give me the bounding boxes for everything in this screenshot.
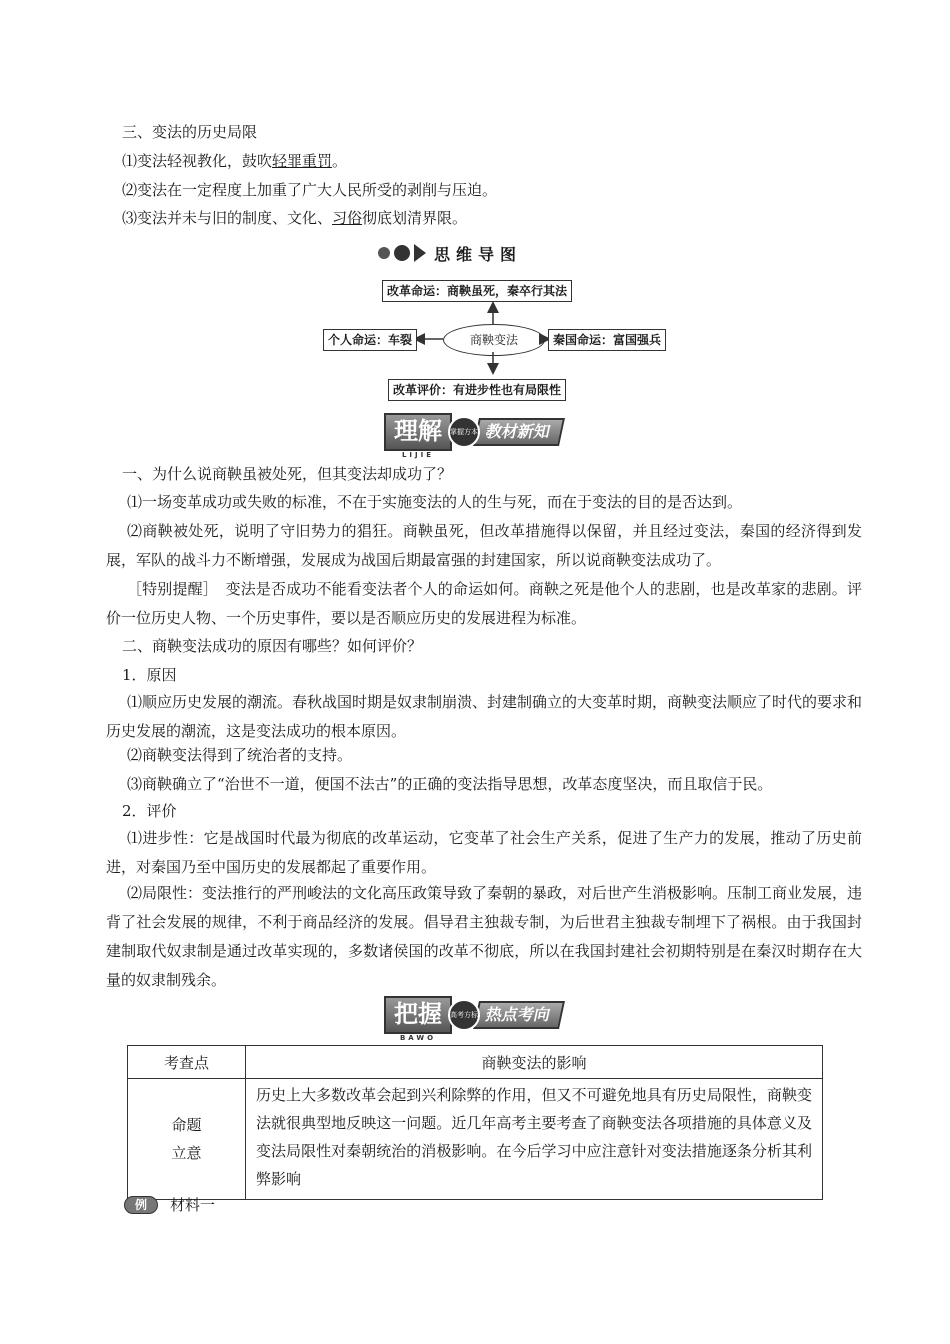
banner-main-text: 把握 [394,1000,442,1028]
subheading: 2．评价 [122,802,177,820]
special-note: ［特别提醒］ 变法是否成功不能看变法者个人的命运如何。商鞅之死是他个人的悲剧，也是改革家的悲剧。评价一位历史人物、一个历史事件，要以是否顺应历史的发展进程为标准。 [106,580,862,627]
paragraph: ⑴顺应历史发展的潮流。春秋战国时期是奴隶制崩溃、封建制确立的大变革时期，商鞅变法顺应了时代的要求和历史发展的潮流，这是变法成功的根本原因。 [106,693,863,740]
banner-badge: 掌握方本 [448,416,480,448]
mind-map-right-node: 秦国命运：富国强兵 [548,329,666,351]
section-banner-grasp [384,997,562,1042]
section-heading: 三、变法的历史局限 [122,123,258,141]
exam-point-table [127,1045,823,1200]
banner-sub-text: 教材新知 [473,418,565,446]
note-label: ［特别提醒］ [127,580,211,598]
limit-item-2: ⑵变法在一定程度上加重了广大人民所受的剥削与压迫。 [122,181,498,199]
banner-pinyin: LIJIE [401,451,435,459]
example-label [124,1194,215,1215]
paragraph: ⑴进步性：它是战国时代最为彻底的改革运动，它变革了社会生产关系，促进了生产力的发展，推动了历史前进，对秦国乃至中国历史的发展都起了重要作用。 [106,829,862,876]
section-banner-understand [384,414,562,459]
question-heading: 二、商鞅变法成功的原因有哪些？如何评价？ [122,637,423,655]
table-header-cell: 商鞅变法的影响 [246,1046,823,1079]
mind-map-title: 思维导图 [434,244,523,264]
mind-map-center-node: 商鞅变法 [443,324,545,356]
table-row [128,1046,823,1079]
mind-map-top-node: 改革命运：商鞅虽死，秦卒行其法 [382,280,572,302]
paragraph: ⑵商鞅变法得到了统治者的支持。 [127,746,353,764]
banner-badge: 高考方标 [448,999,480,1031]
table-header-cell: 考查点 [128,1046,246,1079]
mind-map-left-node: 个人命运：车裂 [323,329,417,351]
banner-main-text: 理解 [394,417,442,445]
underlined-term: 习俗 [332,209,363,227]
paragraph: ⑵商鞅被处死，说明了守旧势力的猖狂。商鞅虽死，但改革措施得以保留，并且经过变法，秦国的经济得到发展，军队的战斗力不断增强，发展成为战国后期最富强的封建国家，所以说商鞅变法成功了。 [106,522,862,569]
example-badge: 例 [124,1196,158,1214]
table-label-cell: 命题 立意 [128,1079,246,1200]
banner-pinyin: BAWO [399,1034,437,1042]
table-content-cell: 历史上大多数改革会起到兴利除弊的作用，但又不可避免地具有历史局限性，商鞅变法就很典型地反映这一问题。近几年高考主要考查了商鞅变法各项措施的具体意义及变法局限性对秦朝统治的消极影响。在今后学习中应注意针对变法措施逐条分析其利弊影响 [246,1079,823,1200]
subheading: 1．原因 [122,666,177,684]
paragraph: ⑶商鞅确立了“治世不一道，便国不法古”的正确的变法指导思想，改革态度坚决，而且取信于民。 [127,775,773,793]
limit-item-1: ⑴变法轻视教化，鼓吹轻罪重罚。 [122,152,348,170]
question-heading: 一、为什么说商鞅虽被处死，但其变法却成功了？ [122,465,453,483]
mind-map-bottom-node: 改革评价：有进步性也有局限性 [388,379,566,401]
underlined-term: 轻罪重罚 [272,152,333,170]
paragraph: ⑴一场变革成功或失败的标准，不在于实施变法的人的生与死，而在于变法的目的是否达到。 [127,493,743,511]
example-text: 材料一 [170,1196,216,1214]
mind-map [318,238,668,408]
paragraph: ⑵局限性：变法推行的严刑峻法的文化高压政策导致了秦朝的暴政，对后世产生消极影响。压制工商业发展，违背了社会发展的规律，不利于商品经济的发展。倡导君主独裁专制，为后世君主独裁专制埋下了祸根。由于我国封建制取代奴隶制是通过改革实现的，多数诸侯国的改革不彻底，所以在我国封建社会初期特别是在秦汉时期存在大量的奴隶制残余。 [106,884,863,989]
table-row [128,1079,823,1200]
banner-sub-text: 热点考向 [473,1001,565,1029]
limit-item-3: ⑶变法并未与旧的制度、文化、习俗彻底划清界限。 [122,209,468,227]
